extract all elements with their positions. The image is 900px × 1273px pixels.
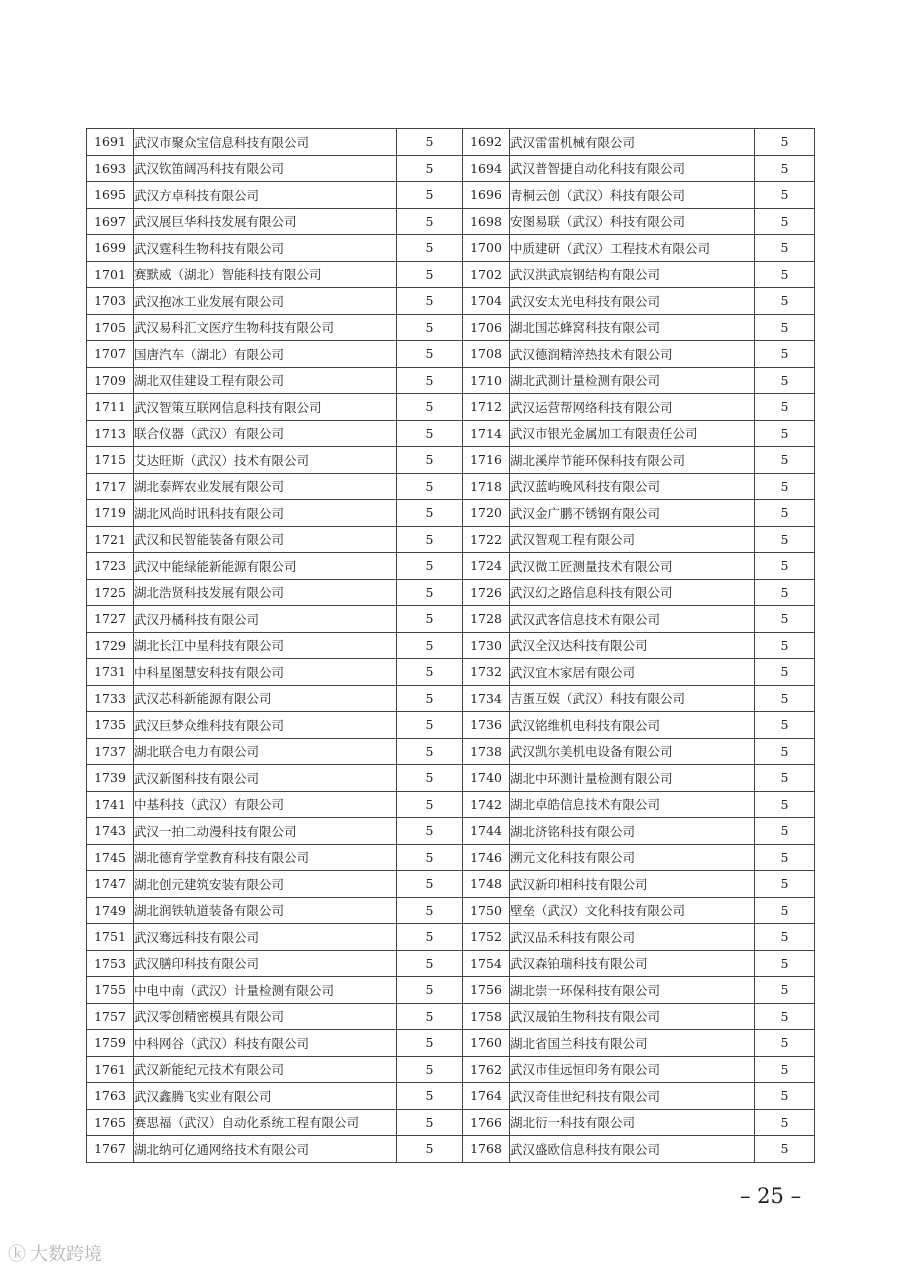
entry-number: 1752 [463,924,510,951]
score: 5 [397,341,463,368]
entry-number: 1757 [87,1003,134,1030]
company-name: 湖北浩贤科技发展有限公司 [134,579,397,606]
entry-number: 1746 [463,844,510,871]
score: 5 [755,235,815,262]
score: 5 [397,659,463,686]
entry-number: 1706 [463,314,510,341]
score: 5 [755,738,815,765]
entry-number: 1704 [463,288,510,315]
company-name: 吉蛋互娱（武汉）科技有限公司 [510,685,755,712]
score: 5 [397,447,463,474]
table-row [87,447,815,474]
company-name: 武汉晟铂生物科技有限公司 [510,1003,755,1030]
company-name: 武汉巨梦众维科技有限公司 [134,712,397,739]
entry-number: 1699 [87,235,134,262]
score: 5 [755,950,815,977]
table-row [87,977,815,1004]
score: 5 [397,261,463,288]
entry-number: 1720 [463,500,510,527]
score: 5 [397,155,463,182]
entry-number: 1691 [87,129,134,156]
watermark-text: 大数跨境 [30,1244,102,1265]
score: 5 [397,765,463,792]
entry-number: 1693 [87,155,134,182]
company-name: 武汉全汉达科技有限公司 [510,632,755,659]
entry-number: 1696 [463,182,510,209]
table-row [87,182,815,209]
table-row [87,288,815,315]
score: 5 [755,977,815,1004]
company-name: 湖北衍一科技有限公司 [510,1109,755,1136]
score: 5 [397,897,463,924]
entry-number: 1728 [463,606,510,633]
entry-number: 1705 [87,314,134,341]
entry-number: 1698 [463,208,510,235]
score: 5 [755,1056,815,1083]
score: 5 [397,606,463,633]
score: 5 [397,1083,463,1110]
company-name: 湖北济铭科技有限公司 [510,818,755,845]
company-name: 湖北德育学堂教育科技有限公司 [134,844,397,871]
table-row [87,606,815,633]
score: 5 [397,844,463,871]
entry-number: 1714 [463,420,510,447]
company-name: 武汉市佳远恒印务有限公司 [510,1056,755,1083]
entry-number: 1744 [463,818,510,845]
score: 5 [397,924,463,951]
company-name: 武汉方卓科技有限公司 [134,182,397,209]
company-name: 武汉霆科生物科技有限公司 [134,235,397,262]
company-name: 武汉丹橘科技有限公司 [134,606,397,633]
score: 5 [755,606,815,633]
score: 5 [755,447,815,474]
entry-number: 1760 [463,1030,510,1057]
entry-number: 1703 [87,288,134,315]
table-row [87,897,815,924]
entry-number: 1700 [463,235,510,262]
company-name: 武汉盛欧信息科技有限公司 [510,1136,755,1163]
table-body [87,129,815,1163]
score: 5 [397,367,463,394]
entry-number: 1755 [87,977,134,1004]
table-row [87,1030,815,1057]
entry-number: 1730 [463,632,510,659]
company-name: 武汉骞远科技有限公司 [134,924,397,951]
company-name: 艾达旺斯（武汉）技术有限公司 [134,447,397,474]
table-row [87,1083,815,1110]
table-row [87,818,815,845]
entry-number: 1715 [87,447,134,474]
company-name: 湖北卓皓信息技术有限公司 [510,791,755,818]
table-row [87,341,815,368]
company-name: 武汉零创精密模具有限公司 [134,1003,397,1030]
company-name: 国唐汽车（湖北）有限公司 [134,341,397,368]
company-name: 湖北崇一环保科技有限公司 [510,977,755,1004]
score: 5 [755,526,815,553]
score: 5 [755,685,815,712]
company-name: 武汉和民智能装备有限公司 [134,526,397,553]
table-row [87,685,815,712]
company-name: 湖北润铁轨道装备有限公司 [134,897,397,924]
score: 5 [397,871,463,898]
company-name: 武汉蓝屿晚风科技有限公司 [510,473,755,500]
watermark [8,1240,102,1266]
table-row [87,844,815,871]
entry-number: 1717 [87,473,134,500]
company-name: 武汉市银光金属加工有限责任公司 [510,420,755,447]
company-name: 武汉易科汇文医疗生物科技有限公司 [134,314,397,341]
company-name: 赛默威（湖北）智能科技有限公司 [134,261,397,288]
score: 5 [755,473,815,500]
score: 5 [755,818,815,845]
score: 5 [755,579,815,606]
score: 5 [755,182,815,209]
score: 5 [397,818,463,845]
company-name: 武汉洪武宸钢结构有限公司 [510,261,755,288]
entry-number: 1734 [463,685,510,712]
company-name: 武汉铭维机电科技有限公司 [510,712,755,739]
company-name: 武汉展巨华科技发展有限公司 [134,208,397,235]
score: 5 [397,977,463,1004]
score: 5 [397,500,463,527]
score: 5 [397,314,463,341]
entry-number: 1710 [463,367,510,394]
entry-number: 1759 [87,1030,134,1057]
score: 5 [755,394,815,421]
company-name: 武汉运营帮网络科技有限公司 [510,394,755,421]
score: 5 [755,341,815,368]
company-name: 武汉凯尔美机电设备有限公司 [510,738,755,765]
entry-number: 1753 [87,950,134,977]
table-row [87,261,815,288]
company-name: 湖北省国兰科技有限公司 [510,1030,755,1057]
company-name: 中科星图慧安科技有限公司 [134,659,397,686]
score: 5 [755,1003,815,1030]
entry-number: 1767 [87,1136,134,1163]
page-number: – 25 – [740,1184,802,1208]
company-name: 湖北泰辉农业发展有限公司 [134,473,397,500]
score: 5 [755,500,815,527]
company-name: 武汉智策互联网信息科技有限公司 [134,394,397,421]
entry-number: 1768 [463,1136,510,1163]
score: 5 [397,526,463,553]
entry-number: 1701 [87,261,134,288]
company-name: 武汉微工匠测量技术有限公司 [510,553,755,580]
table-row [87,473,815,500]
entry-number: 1722 [463,526,510,553]
score: 5 [397,1003,463,1030]
score: 5 [397,632,463,659]
entry-number: 1712 [463,394,510,421]
entry-number: 1758 [463,1003,510,1030]
table-row [87,1136,815,1163]
entry-number: 1692 [463,129,510,156]
entry-number: 1742 [463,791,510,818]
company-name: 中质建研（武汉）工程技术有限公司 [510,235,755,262]
entry-number: 1747 [87,871,134,898]
entry-number: 1724 [463,553,510,580]
company-name: 武汉雷雷机械有限公司 [510,129,755,156]
table-row [87,314,815,341]
score: 5 [755,791,815,818]
score: 5 [397,1136,463,1163]
table-row [87,712,815,739]
entry-number: 1697 [87,208,134,235]
entry-number: 1723 [87,553,134,580]
score: 5 [397,235,463,262]
entry-number: 1756 [463,977,510,1004]
score: 5 [755,155,815,182]
score: 5 [397,1030,463,1057]
company-name: 武汉钦笛阔冯科技有限公司 [134,155,397,182]
company-name: 湖北联合电力有限公司 [134,738,397,765]
entry-number: 1733 [87,685,134,712]
score: 5 [397,420,463,447]
table-row [87,553,815,580]
score: 5 [397,182,463,209]
score: 5 [755,314,815,341]
score: 5 [755,871,815,898]
score: 5 [755,897,815,924]
score: 5 [397,1109,463,1136]
entry-number: 1750 [463,897,510,924]
entry-number: 1709 [87,367,134,394]
company-name: 湖北武測计量检测有限公司 [510,367,755,394]
company-name: 武汉森铂瑞科技有限公司 [510,950,755,977]
table-row [87,420,815,447]
entry-number: 1713 [87,420,134,447]
score: 5 [397,685,463,712]
company-name: 湖北双佳建设工程有限公司 [134,367,397,394]
company-name: 赛思福（武汉）自动化系统工程有限公司 [134,1109,397,1136]
company-name: 武汉宜木家居有限公司 [510,659,755,686]
company-name: 武汉芯科新能源有限公司 [134,685,397,712]
score: 5 [397,791,463,818]
entry-number: 1749 [87,897,134,924]
entry-number: 1702 [463,261,510,288]
score: 5 [755,208,815,235]
table-row [87,1003,815,1030]
score: 5 [755,288,815,315]
entry-number: 1740 [463,765,510,792]
score: 5 [397,208,463,235]
company-name: 武汉一拍二动漫科技有限公司 [134,818,397,845]
entry-number: 1735 [87,712,134,739]
company-name: 湖北风尚时讯科技有限公司 [134,500,397,527]
entry-number: 1731 [87,659,134,686]
company-name: 青桐云创（武汉）科技有限公司 [510,182,755,209]
entry-number: 1695 [87,182,134,209]
score: 5 [755,1136,815,1163]
company-name: 武汉武客信息技术有限公司 [510,606,755,633]
score: 5 [397,473,463,500]
entry-number: 1761 [87,1056,134,1083]
table-row [87,871,815,898]
table-row [87,500,815,527]
score: 5 [755,367,815,394]
score: 5 [397,950,463,977]
table-row [87,738,815,765]
company-name: 联合仪器（武汉）有限公司 [134,420,397,447]
entry-number: 1738 [463,738,510,765]
entry-number: 1707 [87,341,134,368]
entry-number: 1745 [87,844,134,871]
entry-number: 1727 [87,606,134,633]
score: 5 [755,844,815,871]
score: 5 [755,1030,815,1057]
table-row [87,394,815,421]
company-name: 武汉安太光电科技有限公司 [510,288,755,315]
company-name: 武汉鑫腾飞实业有限公司 [134,1083,397,1110]
company-name: 壁垒（武汉）文化科技有限公司 [510,897,755,924]
table-row [87,659,815,686]
company-name: 武汉新能纪元技术有限公司 [134,1056,397,1083]
company-name: 中电中南（武汉）计量检测有限公司 [134,977,397,1004]
score: 5 [397,579,463,606]
entry-number: 1737 [87,738,134,765]
table-row [87,129,815,156]
entry-number: 1764 [463,1083,510,1110]
score: 5 [755,420,815,447]
table-row [87,208,815,235]
company-name: 武汉新图科技有限公司 [134,765,397,792]
score: 5 [755,659,815,686]
company-name: 武汉德润精淬热技术有限公司 [510,341,755,368]
entry-number: 1721 [87,526,134,553]
table-row [87,950,815,977]
company-name: 武汉新印相科技有限公司 [510,871,755,898]
score: 5 [755,632,815,659]
company-name: 武汉抱冰工业发展有限公司 [134,288,397,315]
table-row [87,924,815,951]
score: 5 [397,129,463,156]
entry-number: 1725 [87,579,134,606]
company-name: 武汉膳印科技有限公司 [134,950,397,977]
score: 5 [397,288,463,315]
entry-number: 1743 [87,818,134,845]
company-name: 武汉普智捷自动化科技有限公司 [510,155,755,182]
table-row [87,155,815,182]
score: 5 [755,553,815,580]
company-name: 中科网谷（武汉）科技有限公司 [134,1030,397,1057]
entry-number: 1732 [463,659,510,686]
score: 5 [755,1109,815,1136]
company-name: 武汉市聚众宝信息科技有限公司 [134,129,397,156]
company-name: 武汉奇佳世纪科技有限公司 [510,1083,755,1110]
entry-number: 1762 [463,1056,510,1083]
table-row [87,765,815,792]
company-name: 湖北纳可亿通网络技术有限公司 [134,1136,397,1163]
entry-number: 1741 [87,791,134,818]
company-name: 溯元文化科技有限公司 [510,844,755,871]
entry-number: 1751 [87,924,134,951]
company-name: 武汉品禾科技有限公司 [510,924,755,951]
score: 5 [755,924,815,951]
score: 5 [397,712,463,739]
entry-number: 1766 [463,1109,510,1136]
entry-number: 1718 [463,473,510,500]
entry-number: 1719 [87,500,134,527]
company-name: 湖北国芯蜂窝科技有限公司 [510,314,755,341]
entry-number: 1716 [463,447,510,474]
entry-number: 1739 [87,765,134,792]
company-list-table [86,128,815,1163]
company-name: 武汉金广鹏不锈钢有限公司 [510,500,755,527]
company-name: 武汉幻之路信息科技有限公司 [510,579,755,606]
company-name: 中基科技（武汉）有限公司 [134,791,397,818]
entry-number: 1729 [87,632,134,659]
company-name: 武汉智观工程有限公司 [510,526,755,553]
table-row [87,1056,815,1083]
score: 5 [755,129,815,156]
company-name: 武汉中能绿能新能源有限公司 [134,553,397,580]
entry-number: 1711 [87,394,134,421]
entry-number: 1726 [463,579,510,606]
company-name: 安图易联（武汉）科技有限公司 [510,208,755,235]
score: 5 [755,1083,815,1110]
entry-number: 1694 [463,155,510,182]
table-row [87,791,815,818]
table-row [87,632,815,659]
watermark-logo-icon: ⓚ [8,1244,26,1265]
company-name: 湖北溪岸节能环保科技有限公司 [510,447,755,474]
table-row [87,579,815,606]
entry-number: 1708 [463,341,510,368]
score: 5 [755,765,815,792]
table-row [87,235,815,262]
score: 5 [397,553,463,580]
entry-number: 1748 [463,871,510,898]
score: 5 [397,394,463,421]
score: 5 [397,738,463,765]
entry-number: 1754 [463,950,510,977]
table-row [87,367,815,394]
company-name: 湖北中环测计量检测有限公司 [510,765,755,792]
score: 5 [755,712,815,739]
score: 5 [755,261,815,288]
table-row [87,526,815,553]
entry-number: 1765 [87,1109,134,1136]
score: 5 [397,1056,463,1083]
entry-number: 1736 [463,712,510,739]
company-name: 湖北长江中星科技有限公司 [134,632,397,659]
entry-number: 1763 [87,1083,134,1110]
company-name: 湖北创元建筑安装有限公司 [134,871,397,898]
table-row [87,1109,815,1136]
